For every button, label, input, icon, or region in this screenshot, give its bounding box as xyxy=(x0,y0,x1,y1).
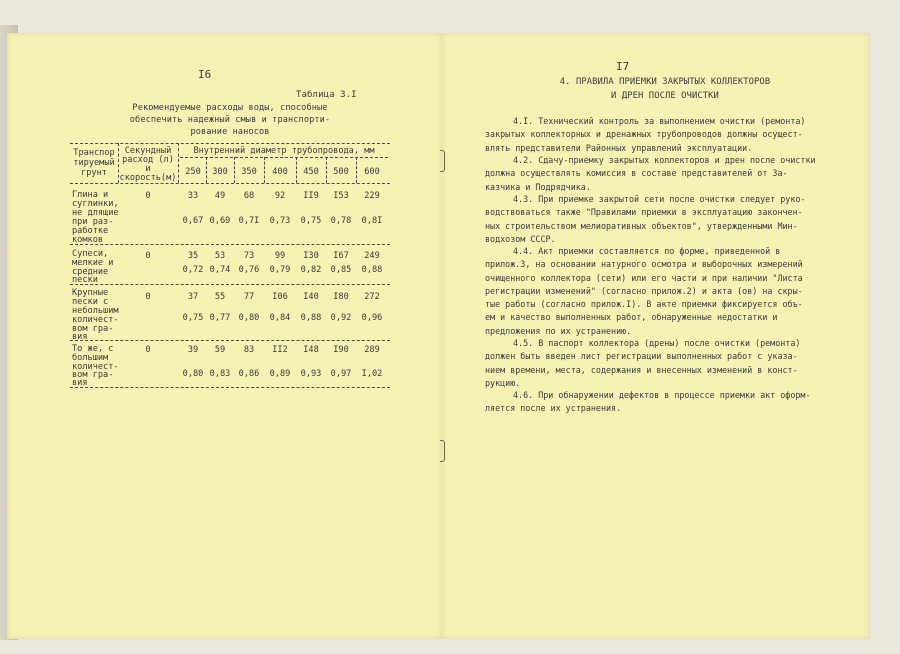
row-1-rate-350: 68 xyxy=(243,191,255,201)
row-4-rate-350: 83 xyxy=(243,345,255,355)
row-2-rate-500: I67 xyxy=(333,251,349,261)
row-2-speed-250: 0,72 xyxy=(182,265,204,275)
header-d-600: 600 xyxy=(364,167,380,177)
row-1-soil-5: работке xyxy=(72,226,109,236)
paragraph-4-1 xyxy=(485,115,805,155)
row-3-soil-3: небольшим xyxy=(72,306,119,316)
table-title-line-1: Рекомендуемые расходы воды, способные xyxy=(132,103,328,113)
left-page-number: I6 xyxy=(198,68,212,81)
row-3-flow: 0 xyxy=(145,292,151,302)
p4-line-7: предложения по их устранению. xyxy=(485,325,632,336)
staple-top xyxy=(438,150,446,170)
row-3-soil-4: количест- xyxy=(72,315,119,325)
row-1-rate-400: 92 xyxy=(274,191,286,201)
row-2-speed-500: 0,85 xyxy=(330,265,352,275)
row-3-speed-300: 0,77 xyxy=(209,313,231,323)
p3-line-1: 4.3. При приемке закрытой сети после очистки следует руко- xyxy=(513,194,806,204)
row-1-rate-500: I53 xyxy=(333,191,349,201)
row-1-rule xyxy=(70,244,390,245)
p5-line-4: рукцию. xyxy=(485,377,521,388)
row-2-rate-450: I30 xyxy=(303,251,319,261)
row-2-rate-300: 53 xyxy=(214,251,226,261)
row-1-flow: 0 xyxy=(145,191,151,201)
row-4-rate-400: II2 xyxy=(272,345,288,355)
row-4-speed-500: 0,97 xyxy=(330,369,352,379)
row-1-speed-600: 0,8I xyxy=(361,216,383,226)
header-d-300: 300 xyxy=(212,167,228,177)
p3-line-3: ных строительством мелиоративных объектов", утвержденными Мин- xyxy=(485,220,798,231)
row-1-soil-1: Глина и xyxy=(72,190,109,200)
row-1-soil-3: не длящие xyxy=(72,208,119,218)
row-3-rate-500: I80 xyxy=(333,292,349,302)
right-page-number: I7 xyxy=(616,60,630,73)
row-1-rate-600: 229 xyxy=(364,191,380,201)
header-flow-1: Секундный xyxy=(124,146,172,156)
row-2-rate-250: 35 xyxy=(187,251,199,261)
row-4-flow: 0 xyxy=(145,345,151,355)
row-1-speed-500: 0,78 xyxy=(330,216,352,226)
row-3-speed-600: 0,96 xyxy=(361,313,383,323)
row-1-rate-300: 49 xyxy=(214,191,226,201)
header-flow-4: скорость(м) xyxy=(119,173,177,183)
p1-line-2: закрытых коллекторных и дренажных трубопроводов должны осущест- xyxy=(485,129,803,140)
header-d-350: 350 xyxy=(241,167,257,177)
staple-bottom xyxy=(438,440,446,460)
section-heading-line-2: И ДРЕН ПОСЛЕ ОЧИСТКИ xyxy=(611,91,719,101)
row-2-soil-4: пески xyxy=(72,275,98,285)
row-3-speed-350: 0,80 xyxy=(238,313,260,323)
p5-line-3: нием времени, места, содержания и внесенных изменений в конст- xyxy=(485,364,798,375)
row-1-speed-250: 0,67 xyxy=(182,216,204,226)
row-2-soil-2: мелкие и xyxy=(72,258,114,268)
row-4-soil-5: вия xyxy=(72,378,88,388)
row-2-soil-3: средние xyxy=(72,267,109,277)
p2-line-1: 4.2. Сдачу-приемку закрытых коллекторов и дрен после очистки xyxy=(513,155,816,165)
row-2-flow: 0 xyxy=(145,251,151,261)
p3-line-2: водствоваться также "Правилами приемки в эксплуатацию закончен- xyxy=(485,207,803,218)
header-d-250: 250 xyxy=(185,167,201,177)
row-4-soil-3: количест- xyxy=(72,362,119,372)
row-3-speed-500: 0,92 xyxy=(330,313,352,323)
row-3-rule xyxy=(70,340,390,341)
row-2-speed-600: 0,88 xyxy=(361,265,383,275)
p1-line-3: влять представители Районных управлений эксплуатации. xyxy=(485,142,753,153)
paragraph-4-4 xyxy=(485,245,805,338)
paragraph-4-3 xyxy=(485,193,805,246)
row-3-rate-250: 37 xyxy=(187,292,199,302)
row-1-soil-6: комков xyxy=(72,235,104,245)
row-3-rate-400: I06 xyxy=(272,292,288,302)
p4-line-2: прилож.3, на основании натурного осмотра и выборочных измерений xyxy=(485,259,803,270)
row-3-soil-6: вия xyxy=(72,332,88,342)
row-3-rate-600: 272 xyxy=(364,292,380,302)
p3-line-4: водхозом СССР. xyxy=(485,233,556,244)
p4-line-6: ем и качество выполненных работ, обнаруженные недостатки и xyxy=(485,312,778,323)
row-2-rule xyxy=(70,284,390,285)
p2-line-2: должна осуществлять комиссия в составе представителей от За- xyxy=(485,168,788,179)
row-2-rate-600: 249 xyxy=(364,251,380,261)
header-diameter: Внутренний диаметр трубопровода, мм xyxy=(193,146,375,156)
row-4-rate-300: 59 xyxy=(214,345,226,355)
row-3-soil-2: пески с xyxy=(72,297,109,307)
paragraph-4-6 xyxy=(485,389,811,416)
table-label: Таблица 3.I xyxy=(296,90,357,100)
table-bottom-rule xyxy=(70,387,390,388)
row-3-speed-450: 0,88 xyxy=(300,313,322,323)
table-title-line-2: обеспечить надежный смыв и транспорти- xyxy=(129,115,331,125)
row-2-rate-350: 73 xyxy=(243,251,255,261)
paragraph-4-2 xyxy=(485,154,816,194)
row-4-soil-4: вом гра- xyxy=(72,370,114,380)
paragraph-4-5 xyxy=(485,337,805,390)
row-4-speed-250: 0,80 xyxy=(182,369,204,379)
row-2-rate-400: 99 xyxy=(274,251,286,261)
row-4-speed-400: 0,89 xyxy=(269,369,291,379)
row-4-rate-450: I48 xyxy=(303,345,319,355)
row-3-rate-300: 55 xyxy=(214,292,226,302)
p6-line-2: ляется после их устранения. xyxy=(485,403,622,414)
p4-line-5: тые работы (согласно прилож.I). В акте приемки фиксируется объ- xyxy=(485,299,803,310)
row-3-rate-450: I40 xyxy=(303,292,319,302)
row-1-speed-300: 0,69 xyxy=(209,216,231,226)
row-3-speed-250: 0,75 xyxy=(182,313,204,323)
header-d-400: 400 xyxy=(272,167,288,177)
row-2-speed-300: 0,74 xyxy=(209,265,231,275)
row-4-soil-2: большим xyxy=(72,353,109,363)
header-flow-2: расход (л) xyxy=(122,155,174,165)
row-4-rate-250: 39 xyxy=(187,345,199,355)
p5-line-1: 4.5. В паспорт коллектора (дрены) после очистки (ремонта) xyxy=(513,338,801,348)
header-d-500: 500 xyxy=(333,167,349,177)
header-d-450: 450 xyxy=(303,167,319,177)
row-3-soil-1: Крупные xyxy=(72,288,109,298)
row-1-speed-400: 0,73 xyxy=(269,216,291,226)
row-1-rate-250: 33 xyxy=(187,191,199,201)
p1-line-1: 4.I. Технический контроль за выполнением очистки (ремонта) xyxy=(513,116,806,126)
row-4-speed-350: 0,86 xyxy=(238,369,260,379)
row-4-rate-600: 289 xyxy=(364,345,380,355)
row-2-speed-450: 0,82 xyxy=(300,265,322,275)
header-bottom-rule xyxy=(70,183,390,184)
p4-line-1: 4.4. Акт приемки составляется по форме, приведенной в xyxy=(513,246,781,256)
row-4-soil-1: То же, с xyxy=(72,344,114,354)
row-1-rate-450: II9 xyxy=(303,191,319,201)
row-1-speed-350: 0,7I xyxy=(238,216,260,226)
p5-line-2: должен быть введен лист регистрации выполненных работ с указа- xyxy=(485,351,798,362)
row-4-speed-600: I,02 xyxy=(361,369,383,379)
table-title-line-3: рование наносов xyxy=(190,127,270,137)
row-4-speed-300: 0,83 xyxy=(209,369,231,379)
p6-line-1: 4.6. При обнаружении дефектов в процессе приемки акт оформ- xyxy=(513,390,811,400)
row-4-rate-500: I90 xyxy=(333,345,349,355)
header-soil-2: тируемый xyxy=(73,158,115,168)
row-2-soil-1: Супеси, xyxy=(72,249,109,259)
p4-line-4: регистрации изменений" (согласно прилож.2) и акта (ов) на скры- xyxy=(485,285,803,296)
p2-line-3: казчика и Подрядчика. xyxy=(485,181,591,192)
p4-line-3: очищенного коллектора (сети) или его части и при наличии "Листа xyxy=(485,272,803,283)
row-1-speed-450: 0,75 xyxy=(300,216,322,226)
row-3-speed-400: 0,84 xyxy=(269,313,291,323)
header-flow-3: и xyxy=(145,164,151,174)
row-1-soil-4: при раз- xyxy=(72,217,114,227)
row-4-speed-450: 0,93 xyxy=(300,369,322,379)
row-3-rate-350: 77 xyxy=(243,292,255,302)
row-1-soil-2: суглинки, xyxy=(72,199,119,209)
section-heading-line-1: 4. ПРАВИЛА ПРИЕМКИ ЗАКРЫТЫХ КОЛЛЕКТОРОВ xyxy=(559,77,771,87)
header-soil-3: грунт xyxy=(81,168,107,178)
header-divider-2 xyxy=(178,143,179,183)
row-2-speed-350: 0,76 xyxy=(238,265,260,275)
header-soil-1: Транспор xyxy=(73,148,115,158)
row-3-soil-5: вом гра- xyxy=(72,324,114,334)
row-2-speed-400: 0,79 xyxy=(269,265,291,275)
